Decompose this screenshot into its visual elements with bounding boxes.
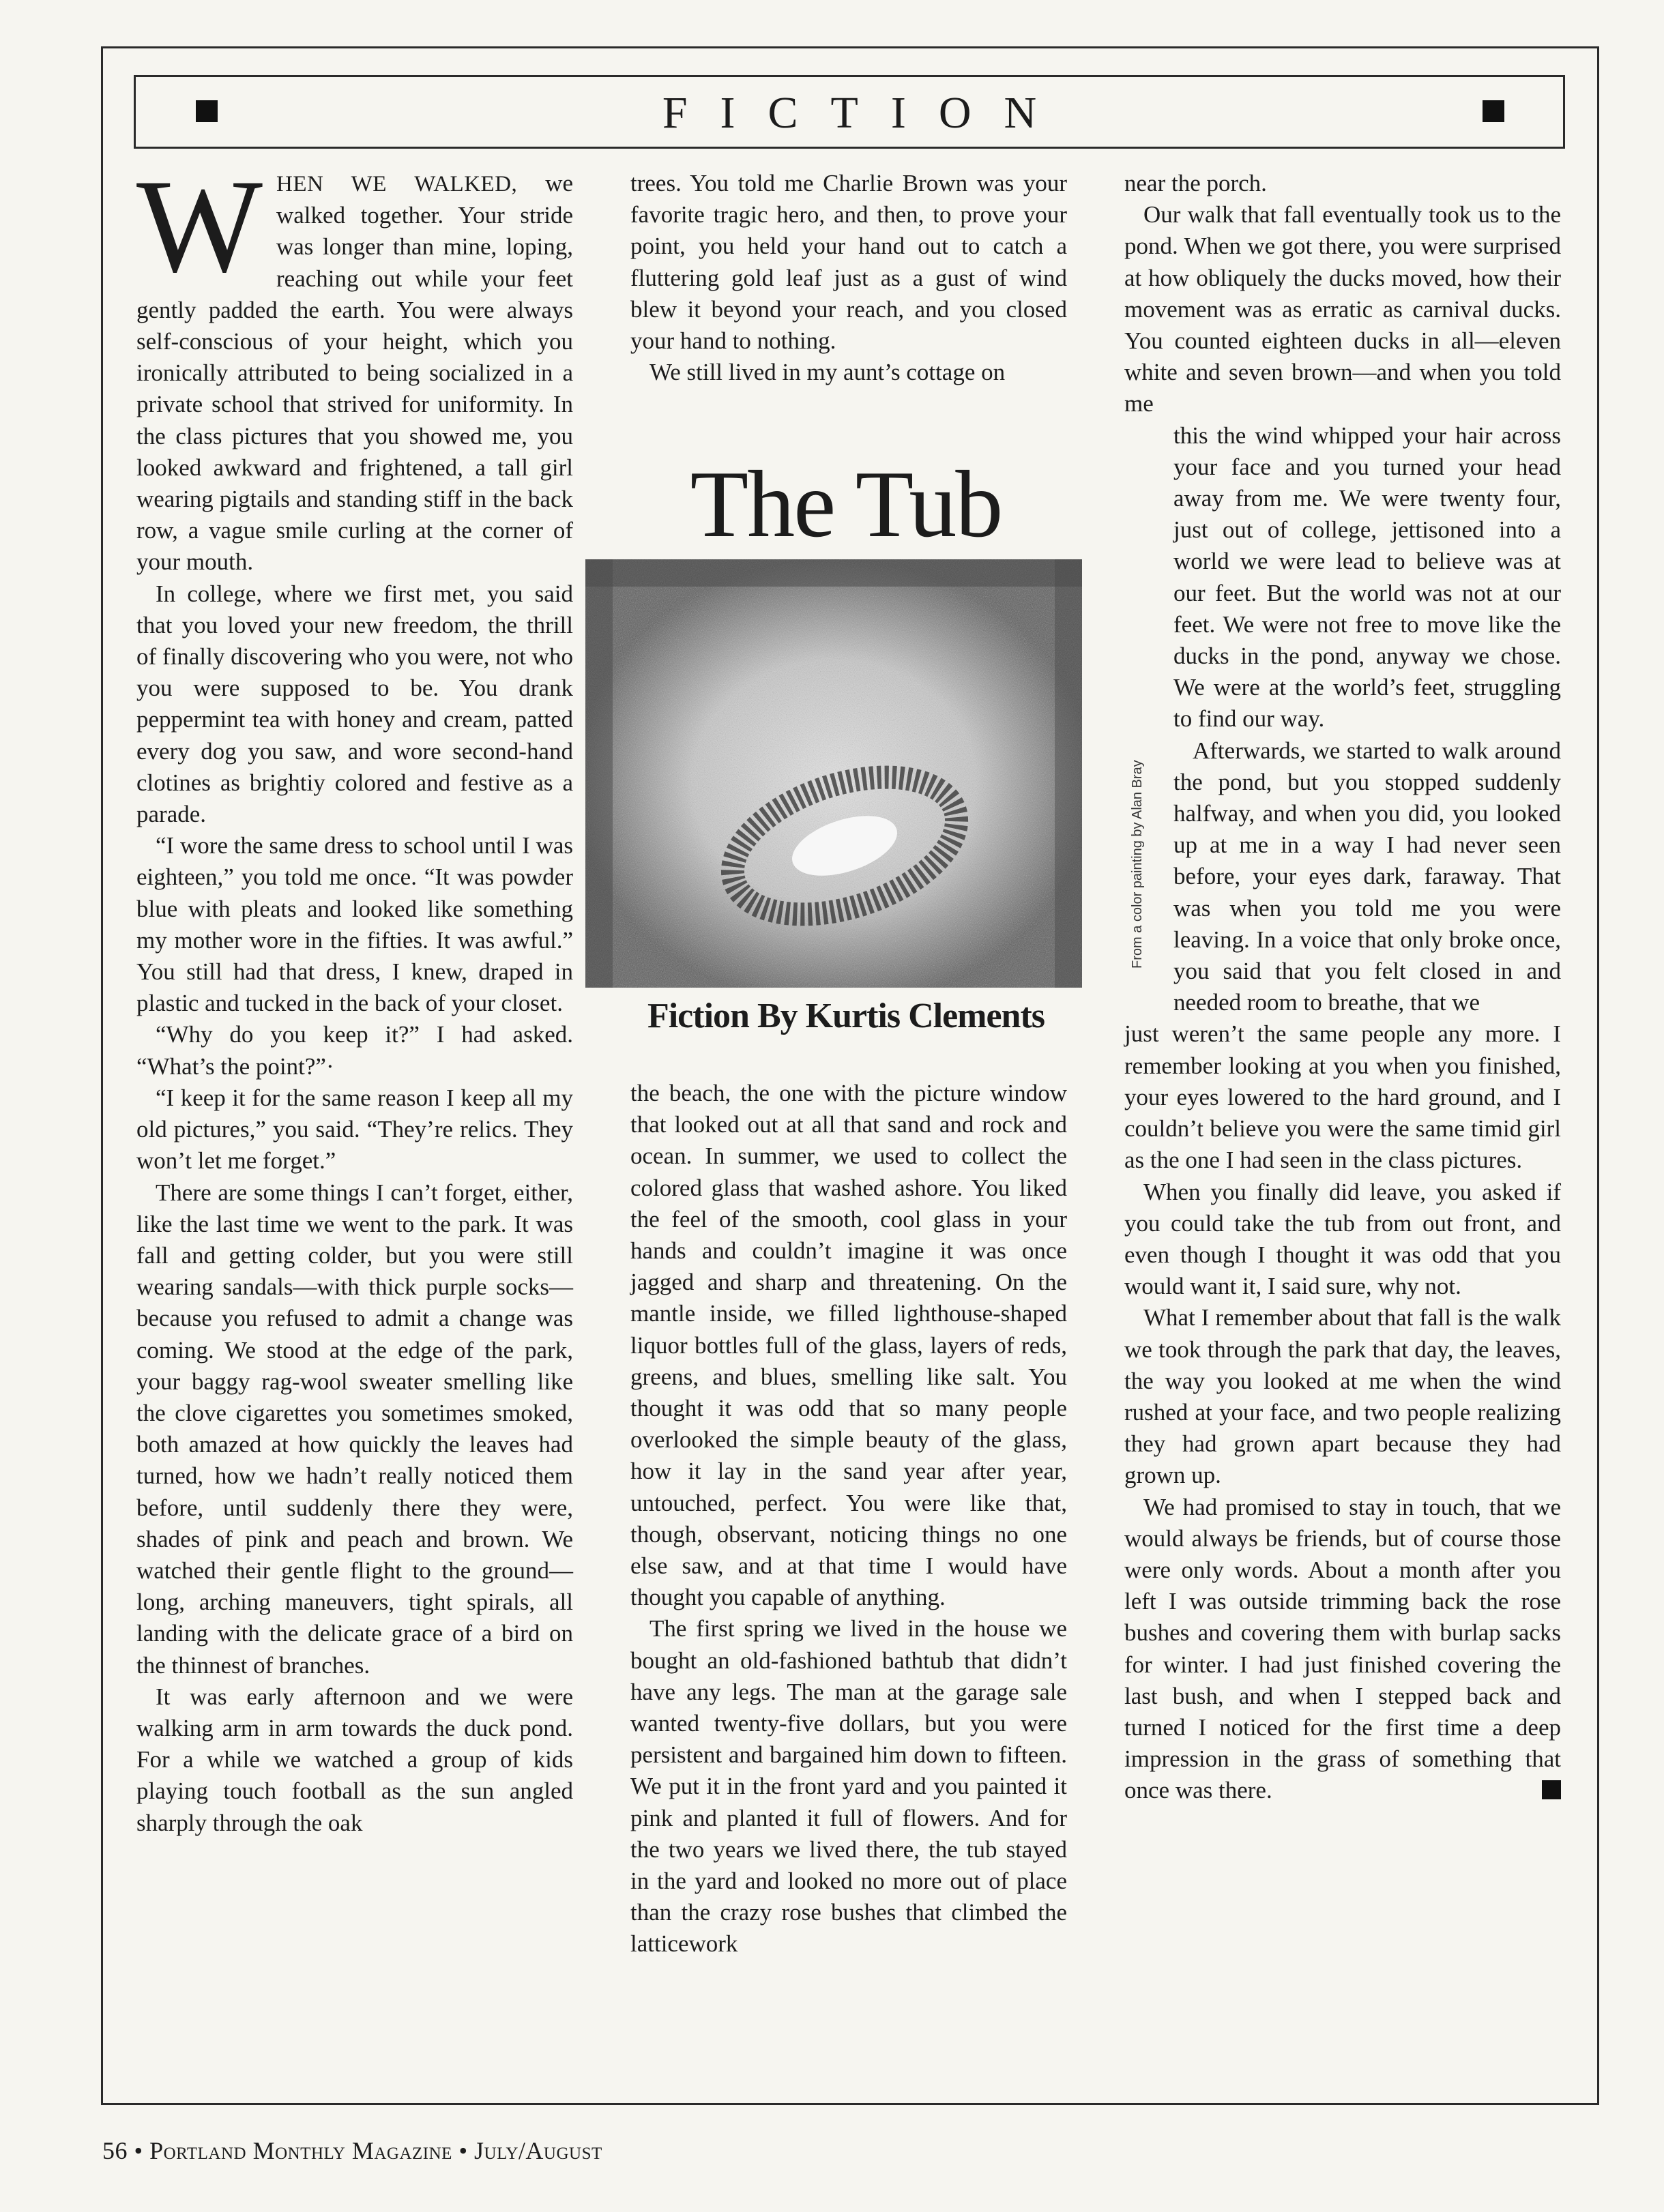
end-mark	[1542, 1780, 1561, 1799]
illustration	[585, 559, 1082, 988]
paragraph: The first spring we lived in the house we bought an old-fashioned bathtub that didn’t have any legs. The man at the garage sale wanted twenty-five dollars, but you were persistent and bargained him down to fifteen. We put it in the front yard and you painted it pink and planted it full of flowers. And for the two years we lived there, the tub stayed in the yard and looked no more out of place than the crazy rose bushes that climbed the latticework	[630, 1615, 1067, 1958]
paragraph: “I keep it for the same reason I keep all my old pictures,” you said. “They’re relics. They won’t let me forget.”	[136, 1084, 573, 1175]
paragraph: What I remember about that fall is the walk we took through the park that day, the leaves, the way you looked at me when the wind rushed at your face, and two people realizing they had grown apart because they had grown up.	[1124, 1304, 1561, 1489]
paragraph: “I wore the same dress to school until I was eighteen,” you told me once. “It was powder blue with pleats and looked like something my mother wore in the fifties. It was awful.” You still had that dress, I knew, draped in plastic and tucked in the back of your closet.	[136, 832, 573, 1017]
tub-painting	[585, 559, 1082, 988]
drop-cap: W	[136, 152, 263, 300]
column-2-bottom	[630, 1078, 1067, 2053]
paragraph: When you finally did leave, you asked if you could take the tub from out front, and even though I thought it was odd that you would want it, I said sure, why not.	[1124, 1178, 1561, 1300]
section-title: FICTION	[662, 88, 1070, 138]
story-title: The Tub	[690, 452, 1002, 557]
paragraph: near the porch.	[1124, 170, 1267, 196]
column-2-top	[630, 168, 1067, 388]
paragraph-inset: this the wind whipped your hair across your face and you turned your head away from me. We were twenty four, just out of college, jettisoned into a world we were lead to believe was at our feet. But the world was not at our feet. We were not free to move like the ducks in the pond, anyway we chose. We were at the world’s feet, struggling to find our way.	[1173, 422, 1561, 733]
page-number: 56	[102, 2137, 128, 2164]
opening-paragraph: WHEN WE WALKED, we walked together. Your stride was longer than mine, loping, reaching out while your feet gently padded the earth. You were always self-conscious of your height, which you ironically attributed to being socialized in a private school that strived for uniformity. In the class pictures that you showed me, you looked awkward and frightened, a tall girl wearing pigtails and standing stiff in the back row, a vague smile curling at the corner of your mouth.	[136, 152, 574, 576]
section-header	[134, 75, 1565, 149]
lead-in: HEN WE WALKED,	[276, 172, 518, 196]
paragraph: Our walk that fall eventually took us to the pond. When we got there, you were surprised at how obliquely the ducks moved, how their movement was as erratic as carnival ducks. You counted eighteen ducks in all—eleven white and seven brown—and when you told me	[1124, 201, 1561, 417]
paragraph: In college, where we first met, you said that you loved your new freedom, the thrill of finally discovering who you were, not who you were supposed to be. You drank peppermint tea with honey and cream, patted every dog you saw, and wore second-hand clotines as brightiy colored and festive as a parade.	[136, 580, 573, 828]
publication-name: Portland Monthly Magazine	[149, 2137, 452, 2164]
paragraph: We still lived in my aunt’s cottage on	[649, 359, 1006, 386]
paragraph: just weren’t the same people any more. I remember looking at you when you finished, your eyes lowered to the hard ground, and I couldn’t believe you were the same timid girl as the one I had seen in the class pictures.	[1124, 1020, 1561, 1174]
closing-paragraph: We had promised to stay in touch, that we would always be friends, but of course those were only words. About a month after you left I was outside trimming back the rose bushes and covering them with burlap sacks for winter. I had just finished covering the last bush, and when I stepped back and turned I noticed for the first time a deep impression in the grass of something that once was there.	[1124, 1493, 1561, 1804]
paragraph: It was early afternoon and we were walking arm in arm towards the duck pond. For a while we watched a group of kids playing touch football as the sun angled sharply through the oak	[136, 1683, 573, 1836]
issue-date: July/August	[474, 2137, 602, 2164]
paragraph-inset: Afterwards, we started to walk around the pond, but you stopped suddenly halfway, and when you did, you looked up at me in a way I had never seen before, your eyes dark, faraway. That was when you told me you were leaving. In a voice that only broke once, you said that you felt closed in and needed room to breathe, that we	[1173, 737, 1561, 1016]
paragraph: “Why do you keep it?” I had asked. “What’s the point?”·	[136, 1021, 573, 1080]
paragraph: the beach, the one with the picture window that looked out at all that sand and rock and ocean. In summer, we used to collect the colored glass that washed ashore. You liked the feel of the smooth, cool glass in your hands and couldn’t imagine it was once jagged and sharp and threatening. On the mantle inside, we filled lighthouse-shaped liquor bottles full of the glass, layers of reds, greens, and blues, smelling like salt. You thought it was odd that so many people overlooked the simple beauty of the glass, how it lay in the sand year after year, untouched, perfect. You were like that, though, observant, noticing things no one else saw, and at that time I would have thought you capable of anything.	[630, 1080, 1067, 1611]
byline: Fiction By Kurtis Clements	[647, 997, 1045, 1035]
header-square-right	[1483, 100, 1504, 122]
paragraph: trees. You told me Charlie Brown was your favorite tragic hero, and then, to prove your point, you held your hand out to catch a fluttering gold leaf just as a gust of wind blew it beyond your reach, and you closed your hand to nothing.	[630, 170, 1067, 355]
paragraph: There are some things I can’t forget, either, like the last time we went to the park. It was fall and getting colder, but you were still wearing sandals—with thick purple socks—because you refused to admit a change was coming. We stood at the edge of the park, your baggy rag-wool sweater smelling like the clove cigarettes you sometimes smoked, both amazed at how quickly the leaves had turned, how we hadn’t really noticed them before, until suddenly there they were, shades of pink and peach and brown. We watched their gentle flight to the ground—long, arching maneuvers, tight spirals, all landing with the delicate grace of a bird on the thinnest of branches.	[136, 1179, 573, 1679]
column-1	[136, 152, 574, 1839]
page-footer: 56 • Portland Monthly Magazine • July/August	[102, 2137, 602, 2164]
art-credit: From a color painting by Alan Bray	[1130, 760, 1145, 969]
column-3	[1124, 168, 1561, 1807]
